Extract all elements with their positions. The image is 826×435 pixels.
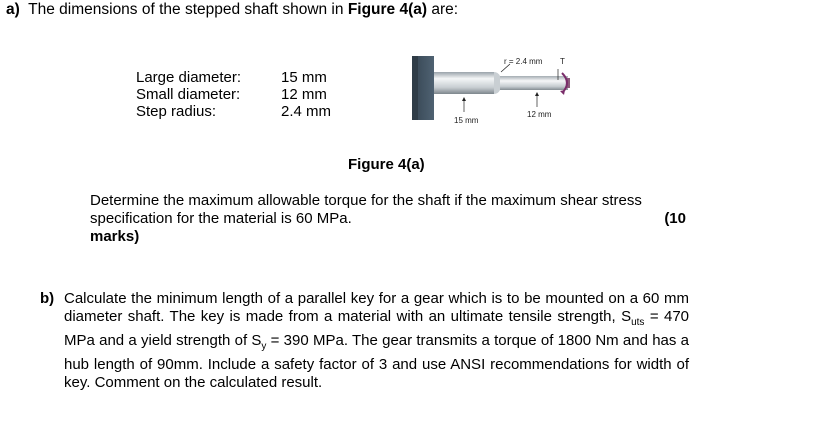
question-a-task-line-1: Determine the maximum allowable torque for the shaft if the maximum shear stress <box>90 192 642 209</box>
marks-open: (10 <box>664 210 686 227</box>
small-diameter-figure-label: 12 mm <box>527 110 552 119</box>
dim-value-small-diameter: 12 mm <box>281 86 327 103</box>
question-a-task <box>90 192 690 246</box>
large-diameter-figure-label: 15 mm <box>454 116 479 125</box>
question-a-intro: The dimensions of the stepped shaft shown in <box>28 1 348 18</box>
fixed-wall <box>416 56 434 120</box>
question-b-text-3: = 390 MPa. The gear transmits a torque of 1800 Nm and has a hub length of 90mm. Include a safety factor of 3 and use ANSI recommendations for width of key. Comment on the calculated result. <box>64 332 690 391</box>
figure-caption: Figure 4(a) <box>348 156 425 173</box>
subscript-y: y <box>261 341 267 352</box>
dim-label-step-radius: Step radius: <box>136 103 217 120</box>
question-a-intro-end: are: <box>427 1 459 18</box>
subscript-uts: uts <box>631 317 645 328</box>
torque-label: T <box>560 57 565 66</box>
large-diameter-section <box>434 72 494 94</box>
question-b-text-1: Calculate the minimum length of a parallel key for a gear which is to be mounted on a 60 mm diameter shaft. The key is made from a material with an ultimate tensile strength, S <box>64 290 689 325</box>
dim-label-small-diameter: Small diameter: <box>136 86 241 103</box>
question-b-text <box>64 290 689 392</box>
question-a-task-line-2: specification for the material is 60 MPa. <box>90 210 352 227</box>
step-fillet <box>494 72 500 94</box>
marks-close: marks) <box>90 228 140 245</box>
dim-label-large-diameter: Large diameter: <box>136 69 242 86</box>
dim-value-step-radius: 2.4 mm <box>281 103 332 120</box>
question-a-task-line-2-row <box>90 210 690 228</box>
question-b-text-2: = 470 MPa and a yield strength of S <box>64 308 690 349</box>
question-a-label: a) <box>6 1 20 18</box>
question-b-label: b) <box>40 290 55 307</box>
radius-label: r = 2.4 mm <box>504 57 543 66</box>
question-a-heading <box>6 1 458 19</box>
dim-value-large-diameter: 15 mm <box>281 69 327 86</box>
stepped-shaft-figure <box>412 50 587 130</box>
figure-reference: Figure 4(a) <box>347 1 428 18</box>
